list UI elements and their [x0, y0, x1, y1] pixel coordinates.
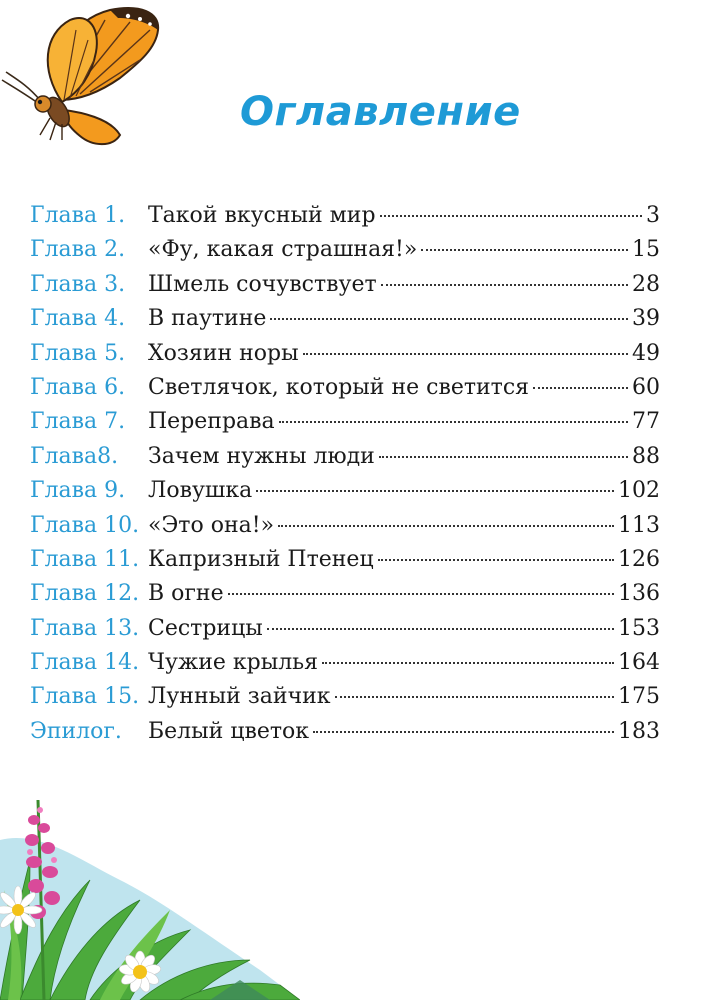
toc-page-number: 39 — [632, 306, 660, 332]
toc-entry — [30, 646, 660, 680]
toc-chapter-title: Зачем нужны люди — [148, 443, 375, 469]
meadow-flowers-illustration — [0, 800, 300, 1000]
toc-entry — [30, 199, 660, 233]
toc-chapter-label: Глава 9. — [30, 478, 126, 504]
page-title: Оглавление — [240, 89, 521, 135]
toc-chapter-title: Лунный зайчик — [148, 684, 331, 710]
toc-chapter-label: Глава 10. — [30, 512, 140, 538]
toc-dot-leader — [421, 249, 628, 251]
toc-page-number: 15 — [632, 237, 660, 263]
toc-chapter-label: Глава8. — [30, 443, 119, 469]
toc-dot-leader — [267, 628, 614, 630]
toc-entry — [30, 543, 660, 577]
toc-page-number: 3 — [646, 203, 660, 228]
toc-chapter-label: Глава 5. — [30, 340, 126, 366]
toc-dot-leader — [256, 490, 614, 492]
toc-entry — [30, 233, 660, 267]
toc-entry — [30, 509, 660, 543]
toc-chapter-label: Глава 14. — [30, 650, 140, 676]
toc-dot-leader — [335, 696, 614, 698]
toc-page-number: 164 — [618, 650, 660, 676]
toc-chapter-label: Глава 1. — [30, 203, 126, 228]
toc-entry — [30, 268, 660, 302]
toc-dot-leader — [379, 456, 628, 458]
toc-chapter-label: Эпилог. — [30, 718, 122, 744]
toc-dot-leader — [270, 318, 628, 320]
toc-page-number: 88 — [632, 443, 660, 469]
toc-dot-leader — [381, 284, 628, 286]
butterfly-illustration — [0, 0, 175, 160]
toc-chapter-title: Такой вкусный мир — [148, 203, 376, 228]
toc-page-number: 49 — [632, 340, 660, 366]
toc-page-number: 60 — [632, 374, 660, 400]
toc-chapter-label: Глава 11. — [30, 546, 140, 572]
toc-dot-leader — [278, 525, 614, 527]
toc-entry — [30, 337, 660, 371]
toc-chapter-label: Глава 15. — [30, 684, 140, 710]
toc-dot-leader — [380, 215, 642, 217]
toc-chapter-label: Глава 6. — [30, 374, 126, 400]
toc-entry — [30, 577, 660, 611]
toc-page-number: 77 — [632, 409, 660, 435]
toc-chapter-title: В паутине — [148, 306, 267, 332]
toc-dot-leader — [303, 353, 628, 355]
toc-chapter-title: Сестрицы — [148, 615, 263, 641]
toc-entry — [30, 474, 660, 508]
toc-chapter-title: Белый цветок — [148, 718, 310, 744]
toc-chapter-title: «Это она!» — [148, 512, 275, 538]
toc-chapter-label: Глава 4. — [30, 306, 126, 332]
toc-chapter-title: Чужие крылья — [148, 650, 319, 676]
toc-dot-leader — [533, 387, 628, 389]
toc-entry — [30, 680, 660, 714]
toc-chapter-label: Глава 3. — [30, 271, 126, 297]
toc-entry — [30, 715, 660, 749]
toc-chapter-title: Ловушка — [148, 478, 253, 504]
toc-dot-leader — [322, 662, 614, 664]
toc-dot-leader — [228, 593, 614, 595]
toc-page-number: 102 — [618, 478, 660, 504]
toc-chapter-label: Глава 12. — [30, 581, 140, 607]
toc-entry — [30, 612, 660, 646]
toc-page-number: 136 — [618, 581, 660, 607]
toc-chapter-title: «Фу, какая страшная!» — [148, 237, 418, 263]
toc-entry — [30, 440, 660, 474]
toc-chapter-label: Глава 2. — [30, 237, 126, 263]
toc-entry — [30, 302, 660, 336]
toc-chapter-title: Переправа — [148, 409, 275, 435]
toc-page-number: 28 — [632, 271, 660, 297]
toc-chapter-label: Глава 13. — [30, 615, 140, 641]
toc-chapter-title: Светлячок, который не светится — [148, 374, 530, 400]
table-of-contents — [30, 199, 660, 749]
toc-chapter-title: Капризный Птенец — [148, 546, 374, 572]
toc-chapter-title: В огне — [148, 581, 224, 607]
toc-page-number: 175 — [618, 684, 660, 710]
toc-page-number: 126 — [618, 546, 660, 572]
toc-page-number: 183 — [618, 718, 660, 744]
toc-page-number: 153 — [618, 615, 660, 641]
toc-chapter-label: Глава 7. — [30, 409, 126, 435]
toc-dot-leader — [313, 731, 614, 733]
toc-entry — [30, 371, 660, 405]
toc-dot-leader — [279, 421, 628, 423]
toc-dot-leader — [378, 559, 614, 561]
toc-chapter-title: Шмель сочувствует — [148, 271, 377, 297]
toc-chapter-title: Хозяин норы — [148, 340, 299, 366]
toc-entry — [30, 405, 660, 439]
toc-page-number: 113 — [618, 512, 660, 538]
